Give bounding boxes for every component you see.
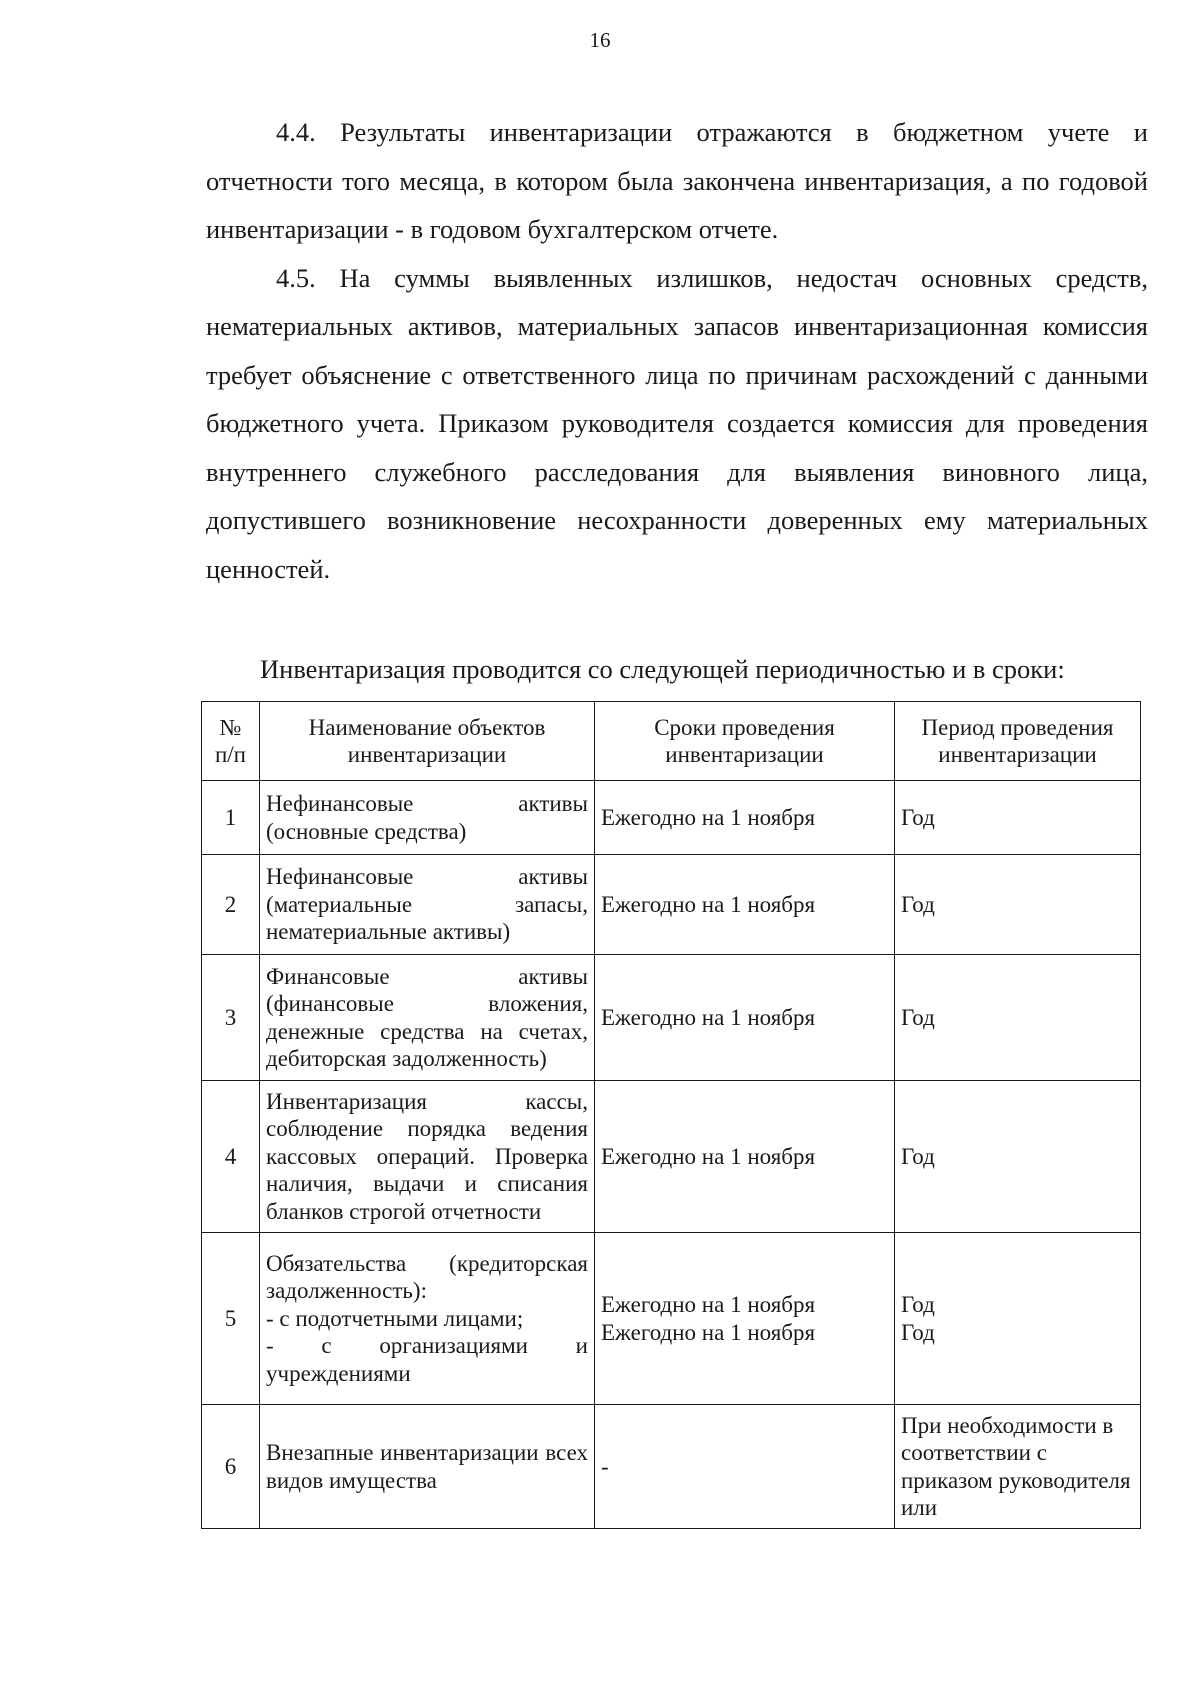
row-object-name: Финансовые активы (финансовые вложения, денежные средства на счетах, дебиторская задолженность) (260, 955, 595, 1081)
inventory-schedule-table (201, 701, 1141, 1529)
header-period-line: Период проведения (921, 714, 1114, 740)
row-number: 3 (202, 955, 260, 1081)
row-object-name: Инвентаризация кассы, соблюдение порядка ведения кассовых операций. Проверка наличия, выдачи и списания бланков строгой отчетности (260, 1081, 595, 1233)
row-object-name-line: Обязательства (кредиторская задолженность): (266, 1250, 588, 1304)
row-object-name (260, 1233, 595, 1405)
row-number: 1 (202, 781, 260, 855)
row-object-name-line: - с подотчетными лицами; (266, 1305, 524, 1331)
body-text (206, 108, 1148, 593)
row-deadline: Ежегодно на 1 ноября (595, 1081, 895, 1233)
header-deadline (595, 702, 895, 781)
header-deadline-line: инвентаризации (665, 742, 824, 767)
row-deadline-line: Ежегодно на 1 ноября (601, 1292, 816, 1317)
row-number: 6 (202, 1405, 260, 1529)
row-deadline: - (595, 1405, 895, 1529)
table-row (202, 955, 1141, 1081)
row-deadline: Ежегодно на 1 ноября (595, 781, 895, 855)
row-number: 5 (202, 1233, 260, 1405)
row-deadline (595, 1233, 895, 1405)
row-period: При необходимости в соответствии с приказом руководителя или (895, 1405, 1141, 1529)
header-period (895, 702, 1141, 781)
row-deadline: Ежегодно на 1 ноября (595, 855, 895, 955)
row-period-line: Год (901, 1292, 935, 1317)
header-name (260, 702, 595, 781)
row-object-name-line: - с организациями и учреждениями (266, 1333, 588, 1386)
page-number: 16 (589, 28, 611, 52)
header-num (202, 702, 260, 781)
row-deadline-line: Ежегодно на 1 ноября (601, 1319, 816, 1345)
row-object-name: Нефинансовые активы (материальные запасы, нематериальные активы) (260, 855, 595, 955)
row-period: Год (895, 781, 1141, 855)
row-deadline: Ежегодно на 1 ноября (595, 955, 895, 1081)
row-period: Год (895, 855, 1141, 955)
row-period (895, 1233, 1141, 1405)
row-period: Год (895, 1081, 1141, 1233)
row-period-line: Год (901, 1319, 935, 1345)
header-num-line: № (219, 714, 242, 740)
header-name-line: Наименование объектов (308, 714, 546, 740)
table-row (202, 781, 1141, 855)
paragraph-4-5: 4.5. На суммы выявленных излишков, недостач основных средств, нематериальных активов, материальных запасов инвентаризационная комиссия требует объяснение с ответственного лица по причинам расхождений с данными бюджетного учета. Приказом руководителя создается комиссия для проведения внутреннего служебного расследования для выявления виновного лица, допустившего возникновение несохранности доверенных ему материальных ценностей. (206, 262, 1148, 584)
table-caption: Инвентаризация проводится со следующей периодичностью и в сроки: (260, 654, 1065, 684)
table-row (202, 1233, 1141, 1405)
table-header-row (202, 702, 1141, 781)
table-row (202, 855, 1141, 955)
table-row (202, 1405, 1141, 1529)
row-number: 2 (202, 855, 260, 955)
header-deadline-line: Сроки проведения (654, 714, 835, 740)
paragraph-4-4: 4.4. Результаты инвентаризации отражаются в бюджетном учете и отчетности того месяца, в котором была закончена инвентаризация, а по годовой инвентаризации - в годовом бухгалтерском отчете. (206, 117, 1148, 244)
header-num-line: п/п (214, 742, 246, 767)
table-row (202, 1081, 1141, 1233)
header-name-line: инвентаризации (347, 742, 507, 767)
row-period: Год (895, 955, 1141, 1081)
row-number: 4 (202, 1081, 260, 1233)
row-object-name: Нефинансовые активы (основные средства) (260, 781, 595, 855)
header-period-line: инвентаризации (938, 742, 1097, 767)
row-object-name: Внезапные инвентаризации всех видов имущества (260, 1405, 595, 1529)
